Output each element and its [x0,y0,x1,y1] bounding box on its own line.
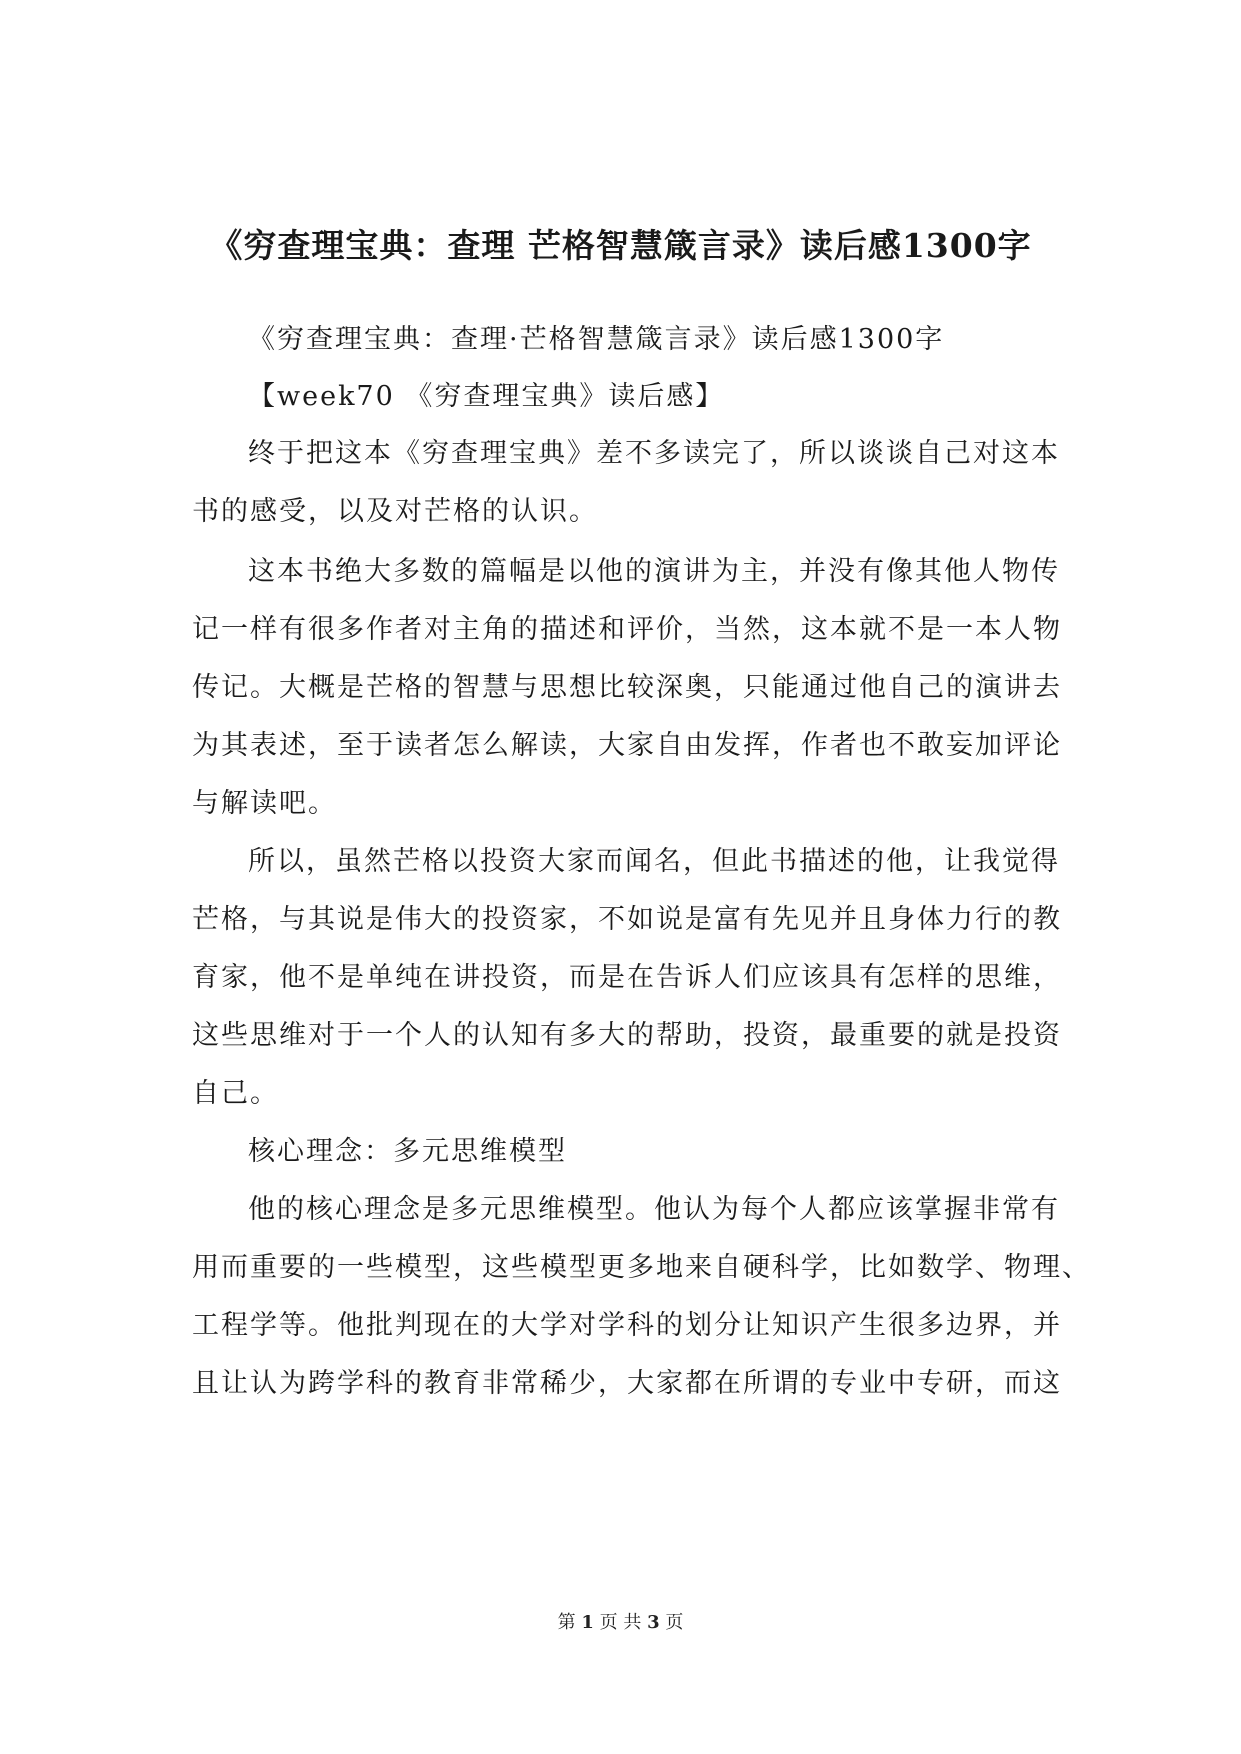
footer-suffix: 页 [665,1612,684,1633]
paragraph-line: 为其表述，至于读者怎么解读，大家自由发挥，作者也不敢妄加评论 [192,730,1062,761]
paragraph-line: 工程学等。他批判现在的大学对学科的划分让知识产生很多边界，并 [192,1310,1062,1341]
paragraph-line: 自己。 [192,1078,279,1109]
paragraph-line: 书的感受，以及对芒格的认识。 [192,496,598,527]
subtitle-line: 《穷查理宝典：查理·芒格智慧箴言录》读后感1300字 [248,324,945,355]
total-page-number: 3 [647,1612,660,1633]
week-heading: 【week70 《穷查理宝典》读后感】 [248,381,725,412]
page-footer [0,1611,1241,1635]
footer-prefix: 第 [557,1612,576,1633]
paragraph-line: 芒格，与其说是伟大的投资家，不如说是富有先见并且身体力行的教 [192,904,1062,935]
paragraph-line: 终于把这本《穷查理宝典》差不多读完了，所以谈谈自己对这本 [248,438,1060,469]
paragraph-line: 传记。大概是芒格的智慧与思想比较深奥，只能通过他自己的演讲去 [192,672,1062,703]
paragraph-line: 用而重要的一些模型，这些模型更多地来自硬科学，比如数学、物理、 [192,1252,1091,1283]
section-heading: 核心理念：多元思维模型 [248,1136,567,1167]
paragraph-line: 他的核心理念是多元思维模型。他认为每个人都应该掌握非常有 [248,1194,1060,1225]
paragraph-line: 这些思维对于一个人的认知有多大的帮助，投资，最重要的就是投资 [192,1020,1062,1051]
footer-middle: 页 共 [599,1612,642,1633]
document-title: 《穷查理宝典：查理 芒格智慧箴言录》读后感1300字 [209,226,1032,265]
paragraph-line: 与解读吧。 [192,788,337,819]
current-page-number: 1 [581,1612,594,1633]
paragraph-line: 记一样有很多作者对主角的描述和评价，当然，这本就不是一本人物 [192,614,1062,645]
paragraph-line: 且让认为跨学科的教育非常稀少，大家都在所谓的专业中专研，而这 [192,1368,1062,1399]
paragraph-line: 所以，虽然芒格以投资大家而闻名，但此书描述的他，让我觉得 [248,846,1060,877]
paragraph-line: 育家，他不是单纯在讲投资，而是在告诉人们应该具有怎样的思维， [192,962,1062,993]
paragraph-line: 这本书绝大多数的篇幅是以他的演讲为主，并没有像其他人物传 [248,556,1060,587]
